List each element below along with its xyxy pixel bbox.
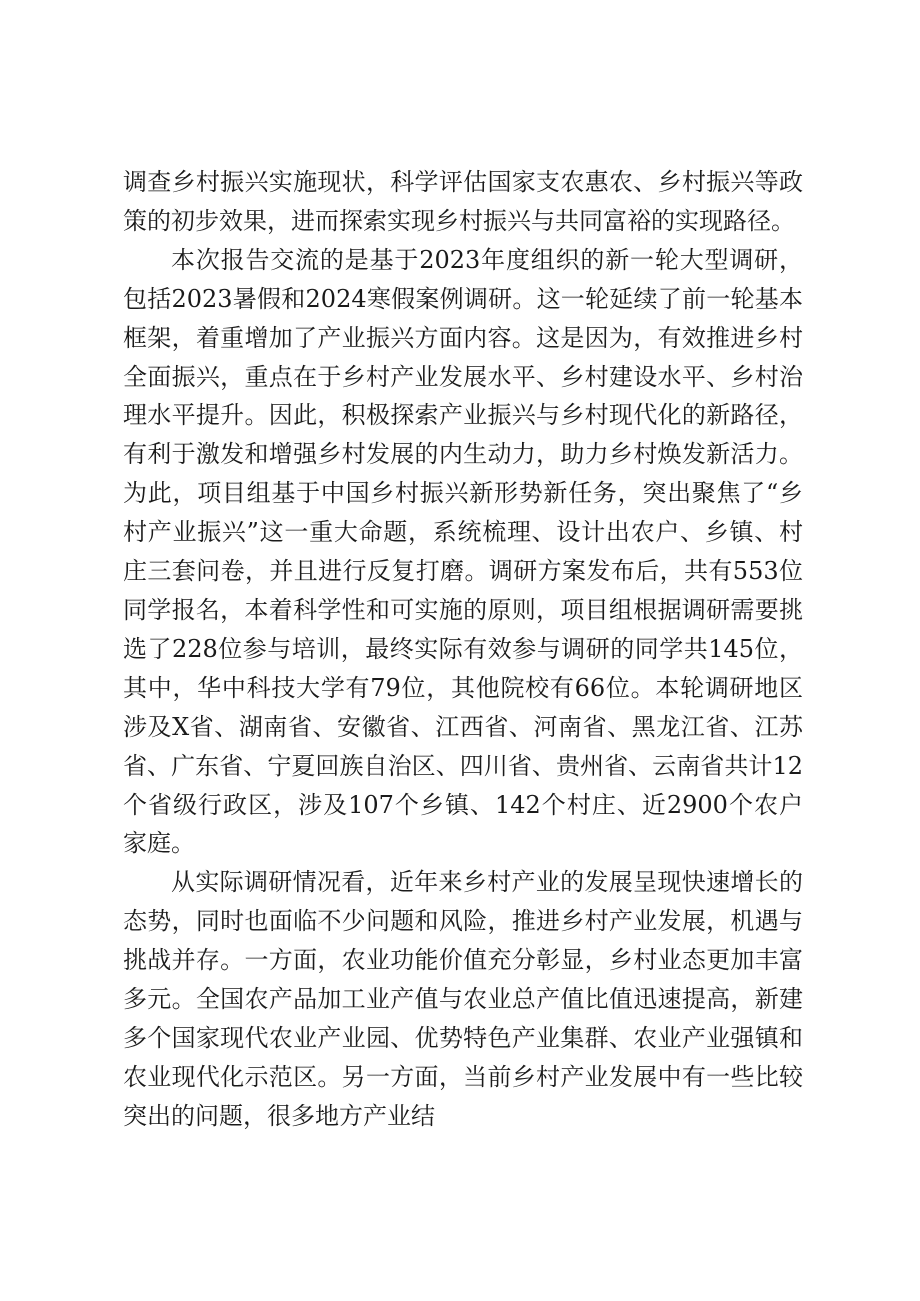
paragraph-1: 调查乡村振兴实施现状，科学评估国家支农惠农、乡村振兴等政策的初步效果，进而探索实现乡村振兴与共同富裕的实现路径。: [123, 168, 803, 235]
body-text: [123, 163, 803, 1136]
paragraph-2: 本次报告交流的是基于2023年度组织的新一轮大型调研，包括2023暑假和2024寒假案例调研。这一轮延续了前一轮基本框架，着重增加了产业振兴方面内容。这是因为，有效推进乡村全面振兴，重点在于乡村产业发展水平、乡村建设水平、乡村治理水平提升。因此，积极探索产业振兴与乡村现代化的新路径，有利于激发和增强乡村发展的内生动力，助力乡村焕发新活力。为此，项目组基于中国乡村振兴新形势新任务，突出聚焦了“乡村产业振兴”这一重大命题，系统梳理、设计出农户、乡镇、村庄三套问卷，并且进行反复打磨。调研方案发布后，共有553位同学报名，本着科学性和可实施的原则，项目组根据调研需要挑选了228位参与培训，最终实际有效参与调研的同学共145位，其中，华中科技大学有79位，其他院校有66位。本轮调研地区涉及X省、湖南省、安徽省、江西省、河南省、黑龙江省、江苏省、广东省、宁夏回族自治区、四川省、贵州省、云南省共计12个省级行政区，涉及107个乡镇、142个村庄、近2900个农户家庭。: [123, 245, 803, 858]
paragraph-3: 从实际调研情况看，近年来乡村产业的发展呈现快速增长的态势，同时也面临不少问题和风险，推进乡村产业发展，机遇与挑战并存。一方面，农业功能价值充分彰显，乡村业态更加丰富多元。全国农产品加工业产值与农业总产值比值迅速提高，新建多个国家现代农业产业园、优势特色产业集群、农业产业强镇和农业现代化示范区。另一方面，当前乡村产业发展中有一些比较突出的问题，很多地方产业结: [123, 868, 803, 1130]
